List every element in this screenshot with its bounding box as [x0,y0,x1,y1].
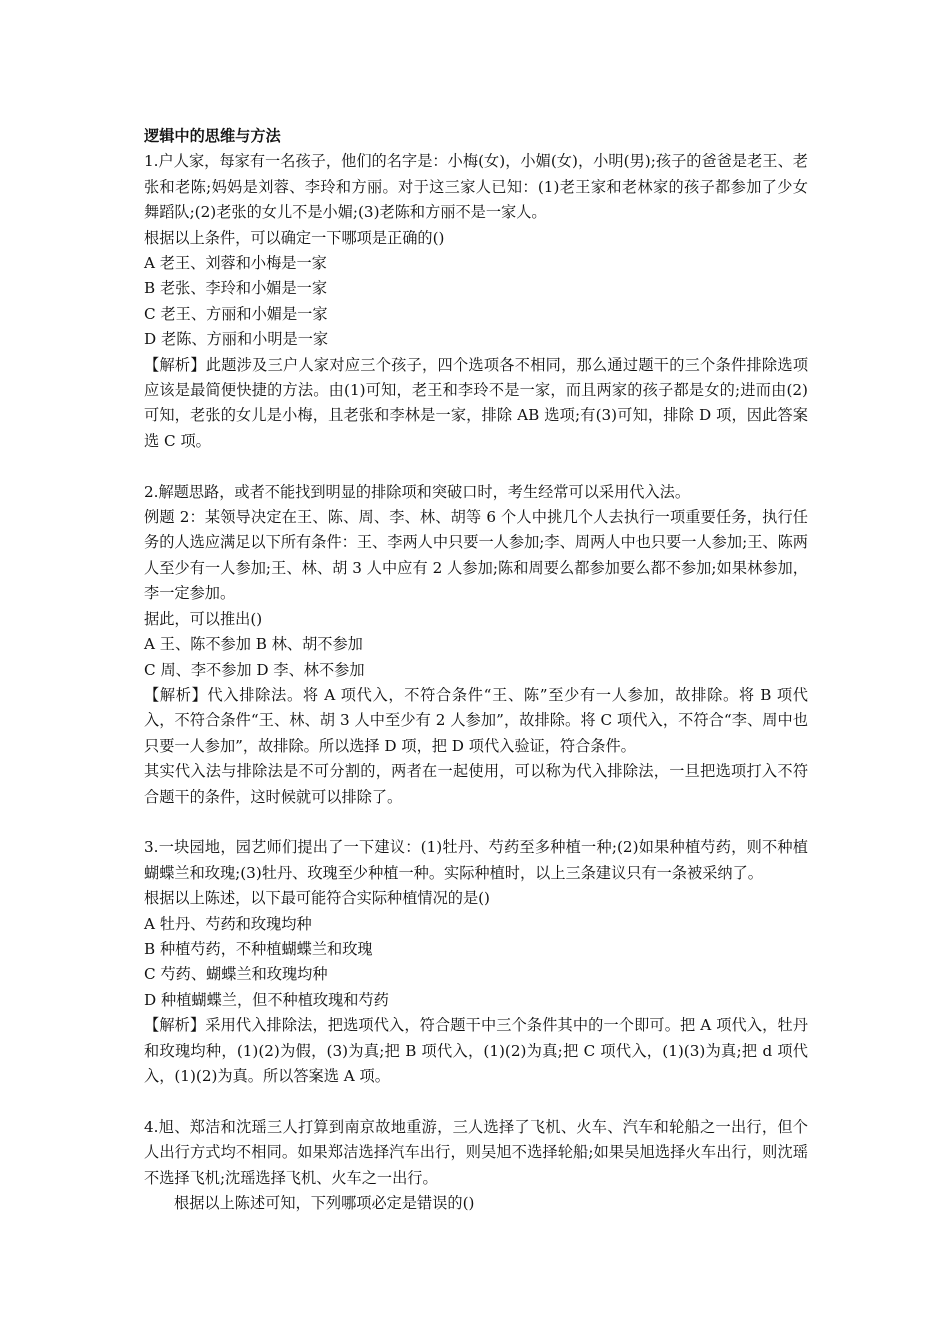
q2-options-ab: A 王、陈不参加 B 林、胡不参加 [144,635,363,654]
q2-intro: 2.解题思路，或者不能找到明显的排除项和突破口时，考生经常可以采用代入法。 [144,482,691,501]
q2-example: 例题 2：某领导决定在王、陈、周、李、林、胡等 6 个人中挑几个人去执行一项重要任务，执行任务的人选应满足以下所有条件：王、李两人中只要一人参加;李、周两人中也只要一人参加;王、陈两人至少有一人参加;王、林、胡 3 人中应有 2 人参加;陈和周要么都参加要么都不参加;如果林参加，李一定参加。 [144,508,808,603]
q2-note: 其实代入法与排除法是不可分割的，两者在一起使用，可以称为代入排除法，一旦把选项打入不符合题干的条件，这时候就可以排除了。 [144,762,808,806]
q3-option-a: A 牡丹、芍药和玫瑰均种 [144,914,312,933]
q3-option-c: C 芍药、蝴蝶兰和玫瑰均种 [144,965,328,984]
q3-analysis: 【解析】采用代入排除法，把选项代入，符合题干中三个条件其中的一个即可。把 A 项代入，牡丹和玫瑰均种，(1)(2)为假，(3)为真;把 B 项代入，(1)(2)为真;把 C 项代入，(1)(3)为真;把 d 项代入，(1)(2)为真。所以答案选 A 项。 [144,1016,808,1085]
paragraph-gap [144,810,808,835]
q4-ask: 根据以上陈述可知，下列哪项必定是错误的() [174,1194,475,1213]
q3-ask: 根据以上陈述，以下最可能符合实际种植情况的是() [144,889,490,908]
q1-option-c: C 老王、方丽和小媚是一家 [144,304,328,323]
q1-option-a: A 老王、刘蓉和小梅是一家 [144,254,327,273]
q3-option-b: B 种植芍药，不种植蝴蝶兰和玫瑰 [144,939,373,958]
q1-analysis: 【解析】此题涉及三户人家对应三个孩子，四个选项各不相同，那么通过题干的三个条件排除选项应该是最简便快捷的方法。由(1)可知，老王和李玲不是一家，而且两家的孩子都是女的;进而由(2)可知，老张的女儿是小梅，且老张和李林是一家，排除 AB 选项;有(3)可知，排除 D 项，因此答案选 C 项。 [144,355,808,450]
q1-option-b: B 老张、李玲和小媚是一家 [144,279,328,298]
document-page [144,124,808,1216]
paragraph-gap [144,454,808,479]
paragraph-gap [144,1089,808,1114]
q2-analysis: 【解析】代入排除法。将 A 项代入，不符合条件“王、陈”至少有一人参加，故排除。将 B 项代入，不符合条件“王、林、胡 3 人中至少有 2 人参加”，故排除。将 C 项代入，不符合“李、周中也只要一人参加”，故排除。所以选择 D 项，把 D 项代入验证，符合条件。 [144,685,808,755]
q3-option-d: D 种植蝴蝶兰，但不种植玫瑰和芍药 [144,990,389,1009]
document-title: 逻辑中的思维与方法 [144,127,281,145]
q1-stem: 1.户人家，每家有一名孩子，他们的名字是：小梅(女)，小媚(女)，小明(男);孩子的爸爸是老王、老张和老陈;妈妈是刘蓉、李玲和方丽。对于这三家人已知：(1)老王家和老林家的孩子都参加了少女舞蹈队;(2)老张的女儿不是小媚;(3)老陈和方丽不是一家人。 [144,152,808,222]
q2-options-cd: C 周、李不参加 D 李、林不参加 [144,660,365,679]
q1-ask: 根据以上条件，可以确定一下哪项是正确的() [144,228,445,247]
q3-stem: 3.一块园地，园艺师们提出了一下建议：(1)牡丹、芍药至多种植一种;(2)如果种植芍药，则不种植蝴蝶兰和玫瑰;(3)牡丹、玫瑰至少种植一种。实际种植时，以上三条建议只有一条被采纳了。 [144,838,808,882]
q1-option-d: D 老陈、方丽和小明是一家 [144,330,329,349]
q4-stem: 4.旭、郑洁和沈瑶三人打算到南京故地重游，三人选择了飞机、火车、汽车和轮船之一出行，但个人出行方式均不相同。如果郑洁选择汽车出行，则吴旭不选择轮船;如果吴旭选择火车出行，则沈瑶不选择飞机;沈瑶选择飞机、火车之一出行。 [144,1117,808,1187]
q2-ask: 据此，可以推出() [144,609,263,628]
